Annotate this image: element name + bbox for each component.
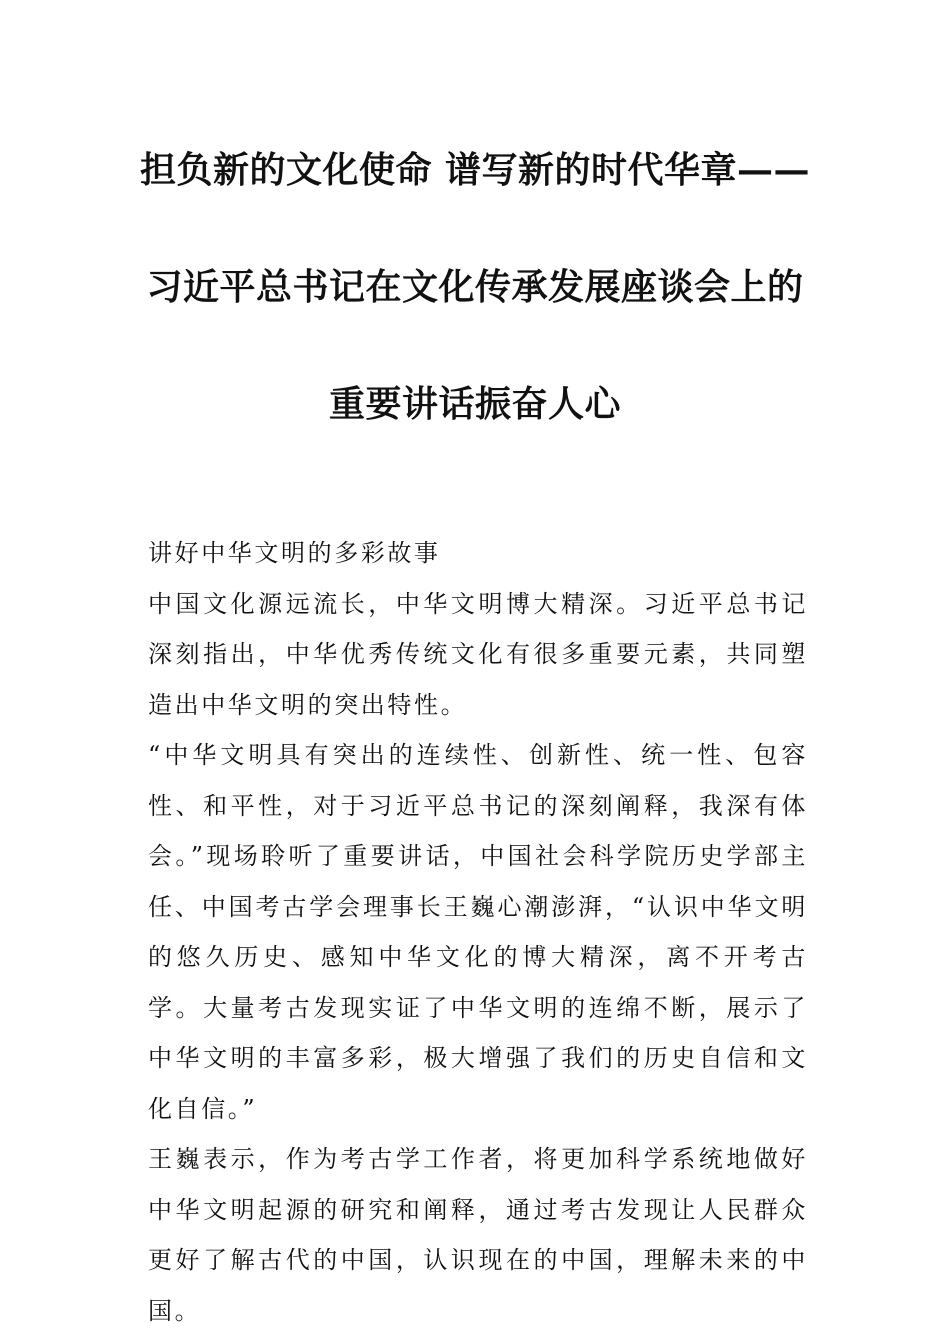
- document-title: [100, 150, 850, 501]
- section-heading: 讲好中华文明的多彩故事: [148, 539, 441, 567]
- document-body: [148, 528, 808, 1336]
- title-line-1: 担负新的文化使命 谱写新的时代华章——: [139, 149, 811, 191]
- paragraph-3: 王巍表示，作为考古学工作者，将更加科学系统地做好中华文明起源的研究和阐释，通过考古发现让人民群众更好了解古代的中国，认识现在的中国，理解未来的中国。: [148, 1145, 808, 1325]
- paragraph-2: “中华文明具有突出的连续性、创新性、统一性、包容性、和平性，对于习近平总书记的深刻阐释，我深有体会。”现场聆听了重要讲话，中国社会科学院历史学部主任、中国考古学会理事长王巍心潮澎湃，“认识中华文明的悠久历史、感知中华文化的博大精深，离不开考古学。大量考古发现实证了中华文明的连绵不断，展示了中华文明的丰富多彩，极大增强了我们的历史自信和文化自信。”: [148, 741, 808, 1123]
- title-line-3: 重要讲话振奋人心: [328, 383, 621, 425]
- paragraph-1: 中国文化源远流长，中华文明博大精深。习近平总书记深刻指出，中华优秀传统文化有很多重要元素，共同塑造出中华文明的突出特性。: [148, 589, 808, 719]
- title-line-2: 习近平总书记在文化传承发展座谈会上的: [146, 266, 804, 308]
